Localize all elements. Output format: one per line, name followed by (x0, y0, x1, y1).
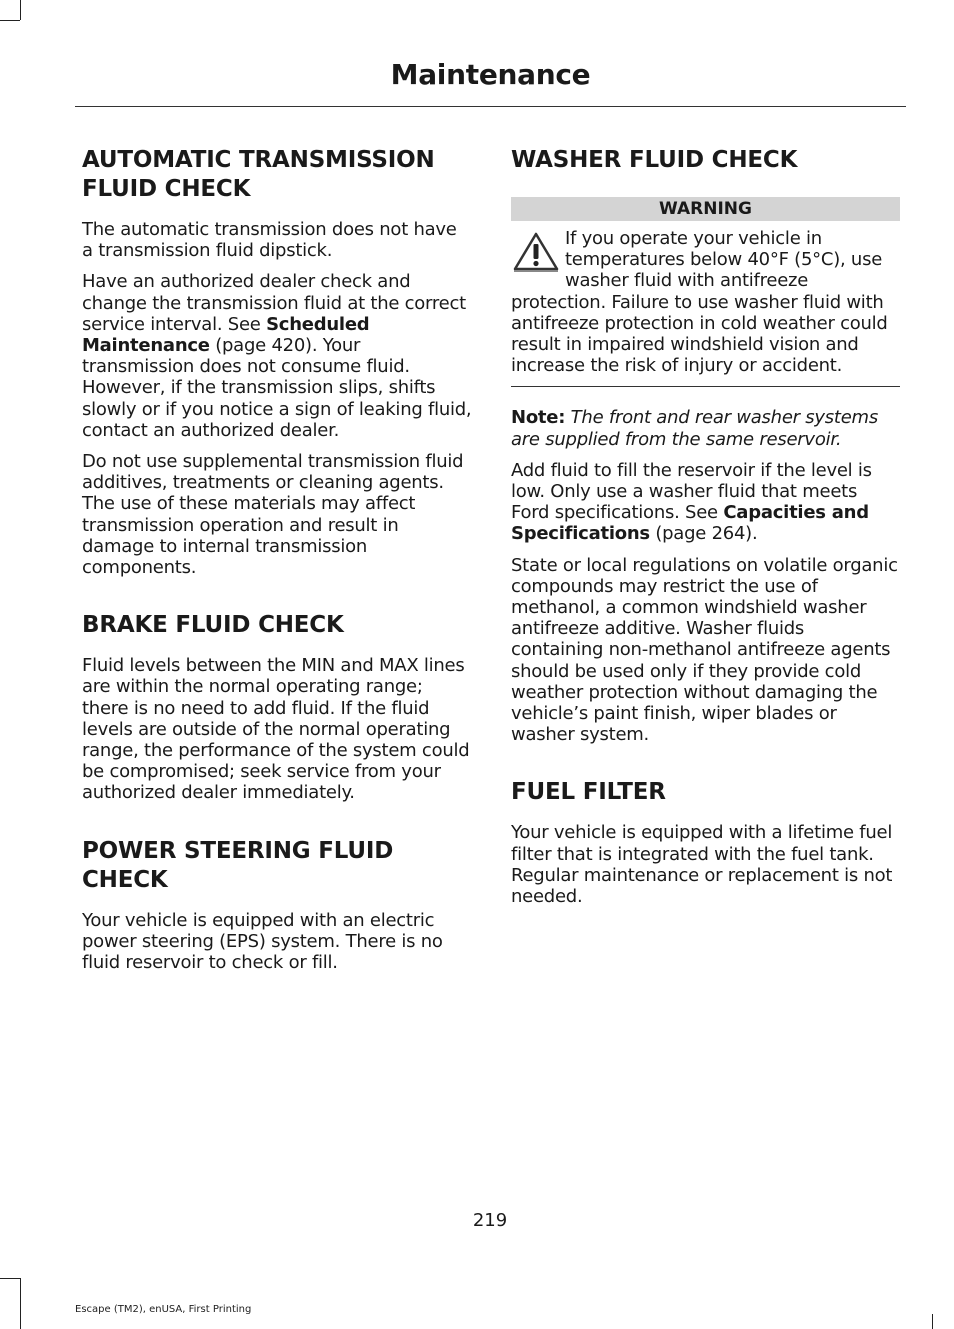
left-column (82, 146, 472, 983)
note-label: Note: (511, 407, 566, 429)
note-text: The front and rear washer systems are supplied from the same reservoir. (511, 407, 878, 450)
washer-p1-text: Add fluid to fill the reservoir if the level is low. Only use a washer fluid that meets Ford specifications. See (511, 459, 872, 524)
brake-heading: BRAKE FLUID CHECK (82, 612, 344, 639)
power-steering-section (82, 837, 472, 974)
atf-section (82, 146, 472, 578)
fuel-filter-heading: FUEL FILTER (511, 779, 666, 806)
scheduled-maintenance-link[interactable]: Scheduled Maintenance (82, 313, 370, 357)
washer-paragraph-1 (511, 460, 900, 545)
atf-paragraph-1: The automatic transmission does not have a transmission fluid dipstick. (82, 219, 457, 262)
warning-box (511, 228, 900, 376)
atf-p2-text: Have an authorized dealer check and change the transmission fluid at the correct service interval. See (82, 271, 466, 335)
atf-heading: AUTOMATIC TRANSMISSION FLUID CHECK (82, 147, 435, 202)
power-steering-paragraph-1: Your vehicle is equipped with an electric power steering (EPS) system. There is no fluid reservoir to check or fill. (82, 909, 443, 974)
crop-mark (20, 1278, 21, 1329)
page-number: 219 (472, 1210, 508, 1231)
atf-paragraph-2 (82, 271, 472, 441)
atf-p2-text-after: (page 420). Your transmission does not consume fluid. However, if the transmission slips, shifts slowly or if you notice a sign of leaking fluid, contact an authorized dealer. (82, 335, 472, 441)
crop-mark (932, 1314, 933, 1329)
power-steering-heading: POWER STEERING FLUID CHECK (82, 837, 394, 893)
washer-paragraph-2: State or local regulations on volatile organic compounds may restrict the use of methanol, a common windshield washer antifreeze additive. Washer fluids containing non-methanol antifreeze agents should be used only if they provide cold weather protection without damaging the vehicle’s paint finish, wiper blades or washer system. (511, 554, 898, 746)
footer-text: Escape (TM2), enUSA, First Printing (75, 1304, 252, 1315)
note-paragraph (511, 407, 900, 449)
warning-text: If you operate your vehicle in temperatures below 40°F (5°C), use washer fluid with antifreeze protection. Failure to use washer fluid with antifreeze protection in cold weather could result in impaired windshield vision and increase the risk of injury or accident. (511, 228, 888, 377)
atf-paragraph-3: Do not use supplemental transmission fluid additives, treatments or cleaning agents. The use of these materials may affect transmission operation and result in damage to internal transmission components. (82, 451, 464, 579)
crop-mark (0, 20, 20, 21)
brake-section (82, 611, 472, 803)
washer-heading: WASHER FLUID CHECK (511, 147, 798, 173)
fuel-filter-section (511, 778, 900, 907)
warning-triangle-icon (511, 230, 561, 274)
washer-p1-text-after: (page 264). (649, 523, 758, 545)
fuel-filter-paragraph-1: Your vehicle is equipped with a lifetime fuel filter that is integrated with the fuel tank. Regular maintenance or replacement is not needed. (511, 822, 893, 908)
crop-mark (0, 1278, 20, 1279)
page-title: Maintenance (390, 58, 591, 91)
capacities-specifications-link[interactable]: Capacities and Specifications (511, 502, 869, 545)
washer-section (511, 146, 900, 745)
title-divider (75, 106, 906, 107)
crop-mark (20, 0, 21, 20)
brake-paragraph-1: Fluid levels between the MIN and MAX lines are within the normal operating range; there is no need to add fluid. If the fluid levels are outside of the normal operating range, the performance of the system could be compromised; seek service from your authorized dealer immediately. (82, 655, 470, 804)
warning-label: WARNING (511, 197, 900, 221)
right-column (511, 146, 900, 917)
warning-divider (511, 386, 900, 387)
